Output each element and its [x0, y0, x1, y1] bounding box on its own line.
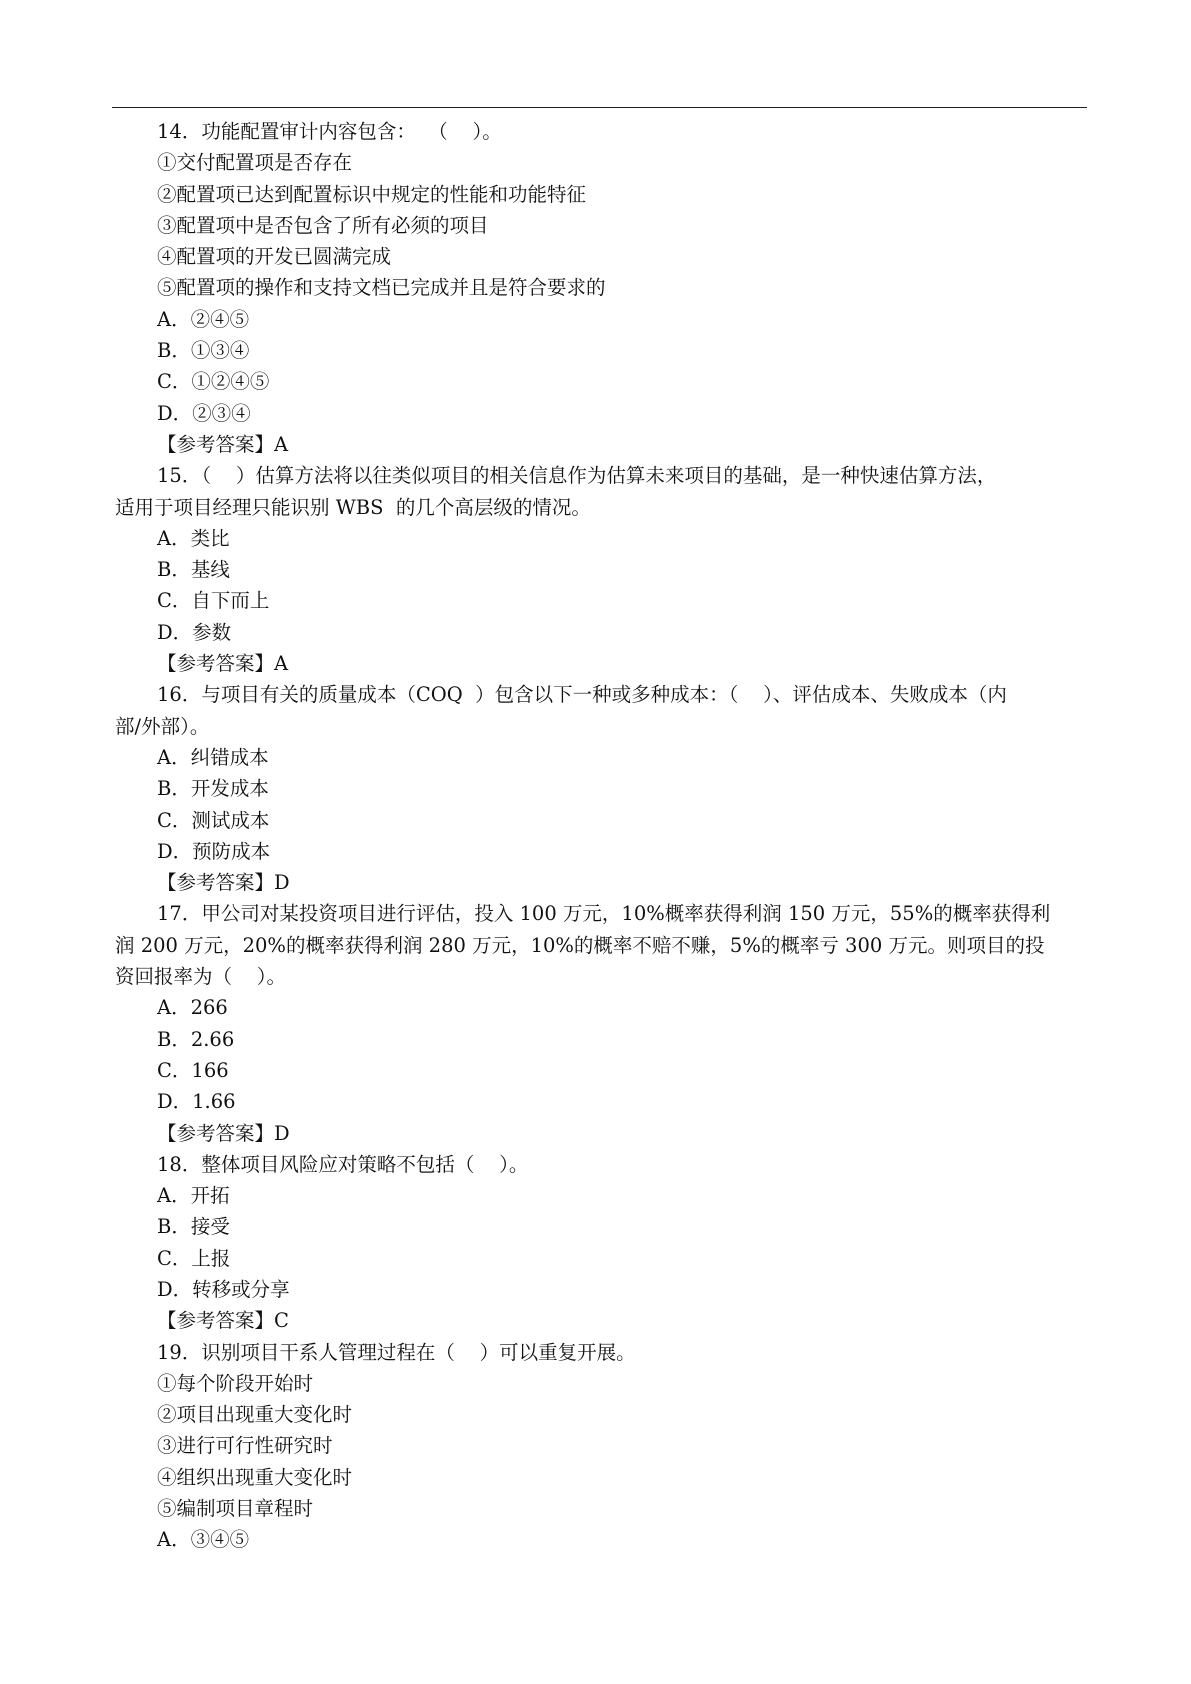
- question-stem-continued: 资回报率为（ ）。: [115, 965, 287, 989]
- option-a: A．纠错成本: [157, 745, 269, 769]
- option-c: C．166: [157, 1058, 229, 1082]
- statement-item: ⑤配置项的操作和支持文档已完成并且是符合要求的: [157, 276, 606, 300]
- statement-item: ③进行可行性研究时: [157, 1434, 333, 1458]
- statement-item: ②项目出现重大变化时: [157, 1403, 353, 1427]
- option-d: D．②③④: [157, 401, 251, 425]
- reference-answer: 【参考答案】D: [157, 871, 290, 895]
- statement-item: ②配置项已达到配置标识中规定的性能和功能特征: [157, 182, 587, 206]
- statement-item: ④组织出现重大变化时: [157, 1465, 353, 1489]
- question-14: [115, 116, 1085, 460]
- question-stem: 16．与项目有关的质量成本（COQ ）包含以下一种或多种成本：（ ）、评估成本、失败成本（内: [157, 683, 1007, 707]
- question-19: [115, 1337, 1085, 1556]
- option-d: D．参数: [157, 620, 232, 644]
- statement-item: ④配置项的开发已圆满完成: [157, 245, 392, 269]
- option-a: A．②④⑤: [157, 307, 250, 331]
- option-d: D．预防成本: [157, 839, 271, 863]
- option-b: B．基线: [157, 558, 230, 582]
- question-stem: 19．识别项目干系人管理过程在（ ）可以重复开展。: [157, 1340, 636, 1364]
- option-d: D．1.66: [157, 1090, 236, 1114]
- question-stem: 15．（ ）估算方法将以往类似项目的相关信息作为估算未来项目的基础，是一种快速估算方法，: [157, 464, 997, 488]
- option-a: A．类比: [157, 526, 230, 550]
- option-c: C．上报: [157, 1246, 231, 1270]
- question-stem-continued: 部/外部）。: [115, 714, 210, 738]
- statement-item: ③配置项中是否包含了所有必须的项目: [157, 213, 489, 237]
- reference-answer: 【参考答案】D: [157, 1121, 290, 1145]
- option-b: B．接受: [157, 1215, 230, 1239]
- option-a: A．开拓: [157, 1184, 230, 1208]
- statement-item: ⑤编制项目章程时: [157, 1497, 314, 1521]
- question-17: [115, 898, 1085, 1148]
- question-16: [115, 679, 1085, 898]
- question-18: [115, 1149, 1085, 1337]
- reference-answer: 【参考答案】A: [157, 432, 289, 456]
- question-stem: 14．功能配置审计内容包含： （ ）。: [157, 120, 502, 143]
- question-15: [115, 460, 1085, 679]
- reference-answer: 【参考答案】A: [157, 652, 289, 676]
- statement-item: ①每个阶段开始时: [157, 1371, 314, 1395]
- header-rule: [112, 107, 1087, 108]
- statement-item: ①交付配置项是否存在: [157, 151, 353, 175]
- option-b: B．2.66: [157, 1027, 235, 1051]
- option-c: C．测试成本: [157, 808, 270, 832]
- option-a: A．③④⑤: [157, 1528, 250, 1552]
- question-stem-continued: 适用于项目经理只能识别 WBS 的几个高层级的情况。: [115, 495, 591, 519]
- option-c: C．自下而上: [157, 589, 270, 613]
- option-b: B．①③④: [157, 339, 250, 363]
- question-stem: 17．甲公司对某投资项目进行评估，投入 100 万元，10%概率获得利润 150 万元，55%的概率获得利: [157, 902, 1051, 926]
- option-d: D．转移或分享: [157, 1277, 290, 1301]
- option-a: A．266: [157, 996, 228, 1020]
- question-list: [115, 116, 1085, 1556]
- reference-answer: 【参考答案】C: [157, 1309, 289, 1333]
- option-c: C．①②④⑤: [157, 370, 270, 394]
- question-stem-continued: 润 200 万元，20%的概率获得利润 280 万元，10%的概率不赔不赚，5%的概率亏 300 万元。则项目的投: [115, 933, 1045, 957]
- question-stem: 18．整体项目风险应对策略不包括（ ）。: [157, 1152, 529, 1176]
- option-b: B．开发成本: [157, 777, 269, 801]
